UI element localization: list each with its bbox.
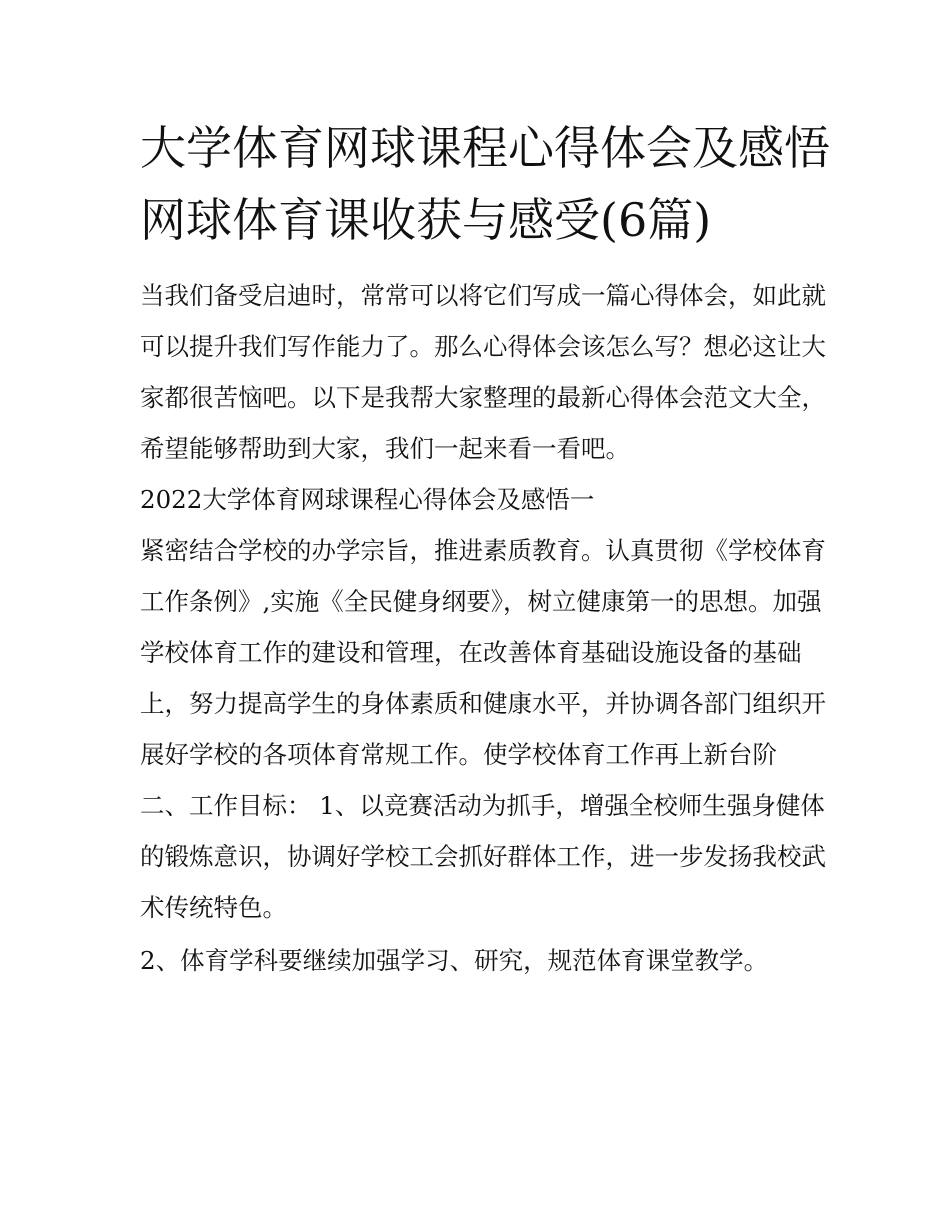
- document-body: [140, 112, 830, 986]
- body-paragraph: 紧密结合学校的办学宗旨，推进素质教育。认真贯彻《学校体育工作条例》,实施《全民健身纲要》，树立健康第一的思想。加强学校体育工作的建设和管理，在改善体育基础设施设备的基础上，努力提高学生的身体素质和健康水平，并协调各部门组织开展好学校的各项体育常规工作。使学校体育工作再上新台阶: [140, 536, 826, 769]
- intro-paragraph: 当我们备受启迪时，常常可以将它们写成一篇心得体会，如此就可以提升我们写作能力了。那么心得体会该怎么写？想必这让大家都很苦恼吧。以下是我帮大家整理的最新心得体会范文大全，希望能够帮助到大家，我们一起来看一看吧。: [140, 281, 826, 463]
- document-title: 大学体育网球课程心得体会及感悟 网球体育课收获与感受(6篇): [140, 121, 830, 247]
- work-goals-paragraph: 二、工作目标： 1、以竞赛活动为抓手，增强全校师生强身健体的锻炼意识，协调好学校工会抓好群体工作，进一步发扬我校武术传统特色。: [140, 791, 826, 922]
- section-heading: 2022大学体育网球课程心得体会及感悟一: [140, 485, 595, 514]
- pe-subject-paragraph: 2、体育学科要继续加强学习、研究，规范体育课堂教学。: [140, 946, 769, 975]
